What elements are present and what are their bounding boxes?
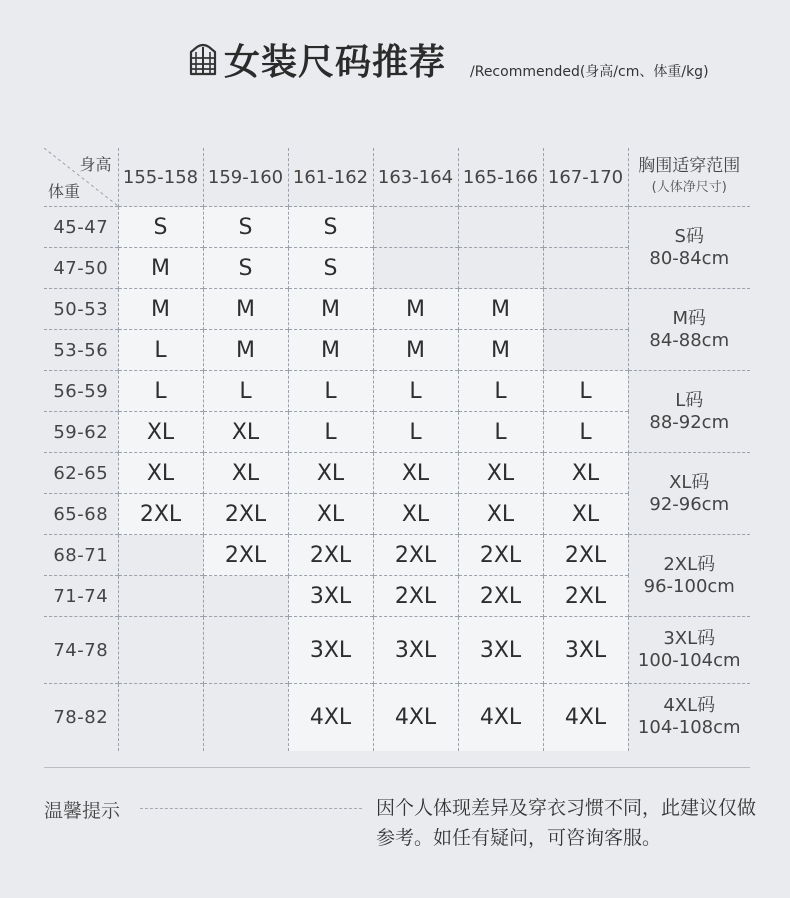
height-column-header: 161-162: [288, 148, 373, 207]
chest-range-cell: [628, 453, 750, 535]
weight-row-header: 56-59: [44, 371, 118, 412]
size-cell: M: [288, 330, 373, 371]
weight-row-header: 62-65: [44, 453, 118, 494]
table-row: [44, 289, 750, 330]
chest-range-value: 88-92cm: [649, 411, 730, 433]
chest-range-value: 80-84cm: [649, 247, 730, 269]
weight-row-header: 47-50: [44, 248, 118, 289]
weight-row-header: 78-82: [44, 684, 118, 751]
chest-range-header: [628, 148, 750, 207]
table-row: [44, 453, 750, 494]
size-cell: 4XL: [288, 684, 373, 751]
size-cell: XL: [543, 494, 628, 535]
size-cell: L: [288, 371, 373, 412]
size-cell: XL: [373, 494, 458, 535]
empty-cell: [118, 535, 203, 576]
weight-row-header: 50-53: [44, 289, 118, 330]
size-cell: S: [203, 207, 288, 248]
size-cell: 3XL: [288, 576, 373, 617]
empty-cell: [373, 248, 458, 289]
size-cell: L: [288, 412, 373, 453]
empty-cell: [373, 207, 458, 248]
empty-cell: [543, 207, 628, 248]
section-divider: [44, 767, 750, 768]
table-row: [44, 535, 750, 576]
size-cell: 2XL: [543, 576, 628, 617]
chest-range-cell: [628, 207, 750, 289]
tip-label: 温馨提示: [44, 800, 121, 822]
size-cell: L: [373, 412, 458, 453]
size-cell: S: [288, 248, 373, 289]
chest-range-cell: [628, 535, 750, 617]
chest-size-label: XL码: [669, 471, 710, 493]
table-row: [44, 371, 750, 412]
size-cell: M: [118, 248, 203, 289]
chest-range-cell: [628, 617, 750, 684]
weight-row-header: 71-74: [44, 576, 118, 617]
size-cell: 4XL: [373, 684, 458, 751]
empty-cell: [543, 248, 628, 289]
size-cell: 4XL: [543, 684, 628, 751]
empty-cell: [118, 684, 203, 751]
size-cell: M: [458, 289, 543, 330]
empty-cell: [203, 576, 288, 617]
size-cell: L: [458, 412, 543, 453]
page-title: 女装尺码推荐: [224, 42, 447, 83]
table-row: [44, 207, 750, 248]
size-cell: S: [118, 207, 203, 248]
size-cell: 3XL: [373, 617, 458, 684]
size-cell: 2XL: [543, 535, 628, 576]
size-cell: M: [118, 289, 203, 330]
empty-cell: [458, 207, 543, 248]
size-cell: L: [543, 412, 628, 453]
empty-cell: [118, 617, 203, 684]
size-cell: XL: [203, 412, 288, 453]
page-subtitle: /Recommended(身高/cm、体重/kg): [470, 64, 709, 80]
size-cell: L: [118, 371, 203, 412]
weight-row-header: 74-78: [44, 617, 118, 684]
weight-axis-label: 体重: [48, 182, 81, 201]
chest-range-cell: [628, 684, 750, 751]
weight-row-header: 45-47: [44, 207, 118, 248]
chest-size-label: 2XL码: [663, 553, 716, 575]
size-cell: M: [288, 289, 373, 330]
height-column-header: 159-160: [203, 148, 288, 207]
size-cell: L: [203, 371, 288, 412]
chest-range-cell: [628, 371, 750, 453]
size-cell: XL: [458, 494, 543, 535]
size-cell: 2XL: [458, 576, 543, 617]
chest-size-label: 4XL码: [663, 695, 716, 717]
size-cell: XL: [288, 453, 373, 494]
weight-row-header: 53-56: [44, 330, 118, 371]
size-cell: 2XL: [288, 535, 373, 576]
chest-header-note: (人体净尺寸): [651, 180, 727, 195]
size-cell: 3XL: [288, 617, 373, 684]
size-cell: 2XL: [203, 535, 288, 576]
size-cell: L: [458, 371, 543, 412]
height-column-header: 163-164: [373, 148, 458, 207]
size-cell: XL: [118, 412, 203, 453]
size-cell: M: [373, 289, 458, 330]
size-cell: XL: [543, 453, 628, 494]
chest-range-value: 104-108cm: [637, 717, 741, 739]
size-cell: M: [203, 330, 288, 371]
empty-cell: [458, 248, 543, 289]
size-cell: S: [203, 248, 288, 289]
empty-cell: [203, 684, 288, 751]
size-cell: M: [373, 330, 458, 371]
size-cell: XL: [203, 453, 288, 494]
empty-cell: [203, 617, 288, 684]
chest-size-label: S码: [674, 225, 704, 247]
height-axis-label: 身高: [79, 155, 112, 174]
chest-header-label: 胸围适穿范围: [638, 156, 741, 176]
chest-range-value: 92-96cm: [649, 493, 730, 515]
table-row: [44, 617, 750, 684]
size-cell: 2XL: [118, 494, 203, 535]
size-table: [44, 148, 750, 751]
height-column-header: 155-158: [118, 148, 203, 207]
chest-size-label: M码: [672, 307, 707, 329]
weight-row-header: 65-68: [44, 494, 118, 535]
tip-text: 因个人体现差异及穿衣习惯不同，此建议仅做参考。如任有疑问，可咨询客服。: [376, 797, 757, 849]
size-cell: L: [543, 371, 628, 412]
size-cell: L: [373, 371, 458, 412]
size-cell: XL: [458, 453, 543, 494]
height-column-header: 167-170: [543, 148, 628, 207]
chest-range-value: 96-100cm: [643, 575, 735, 597]
chest-size-label: 3XL码: [663, 628, 716, 649]
empty-cell: [543, 289, 628, 330]
chest-range-cell: [628, 289, 750, 371]
size-cell: 3XL: [543, 617, 628, 684]
size-cell: XL: [118, 453, 203, 494]
chest-size-label: L码: [675, 389, 704, 411]
empty-cell: [118, 576, 203, 617]
table-corner: [44, 148, 118, 207]
size-cell: 4XL: [458, 684, 543, 751]
down-jacket-icon: [188, 43, 218, 77]
size-cell: 3XL: [458, 617, 543, 684]
chest-range-value: 84-88cm: [649, 329, 730, 351]
table-row: [44, 684, 750, 751]
tip-leader-line: [140, 808, 362, 809]
weight-row-header: 68-71: [44, 535, 118, 576]
size-cell: XL: [373, 453, 458, 494]
size-cell: L: [118, 330, 203, 371]
size-cell: M: [203, 289, 288, 330]
size-table-body: [44, 207, 750, 751]
size-cell: S: [288, 207, 373, 248]
empty-cell: [543, 330, 628, 371]
page-header: [0, 34, 790, 84]
size-cell: 2XL: [458, 535, 543, 576]
size-cell: 2XL: [373, 576, 458, 617]
height-column-header: 165-166: [458, 148, 543, 207]
size-cell: 2XL: [373, 535, 458, 576]
size-cell: M: [458, 330, 543, 371]
weight-row-header: 59-62: [44, 412, 118, 453]
size-cell: XL: [288, 494, 373, 535]
size-cell: 2XL: [203, 494, 288, 535]
chest-range-value: 100-104cm: [637, 650, 741, 671]
